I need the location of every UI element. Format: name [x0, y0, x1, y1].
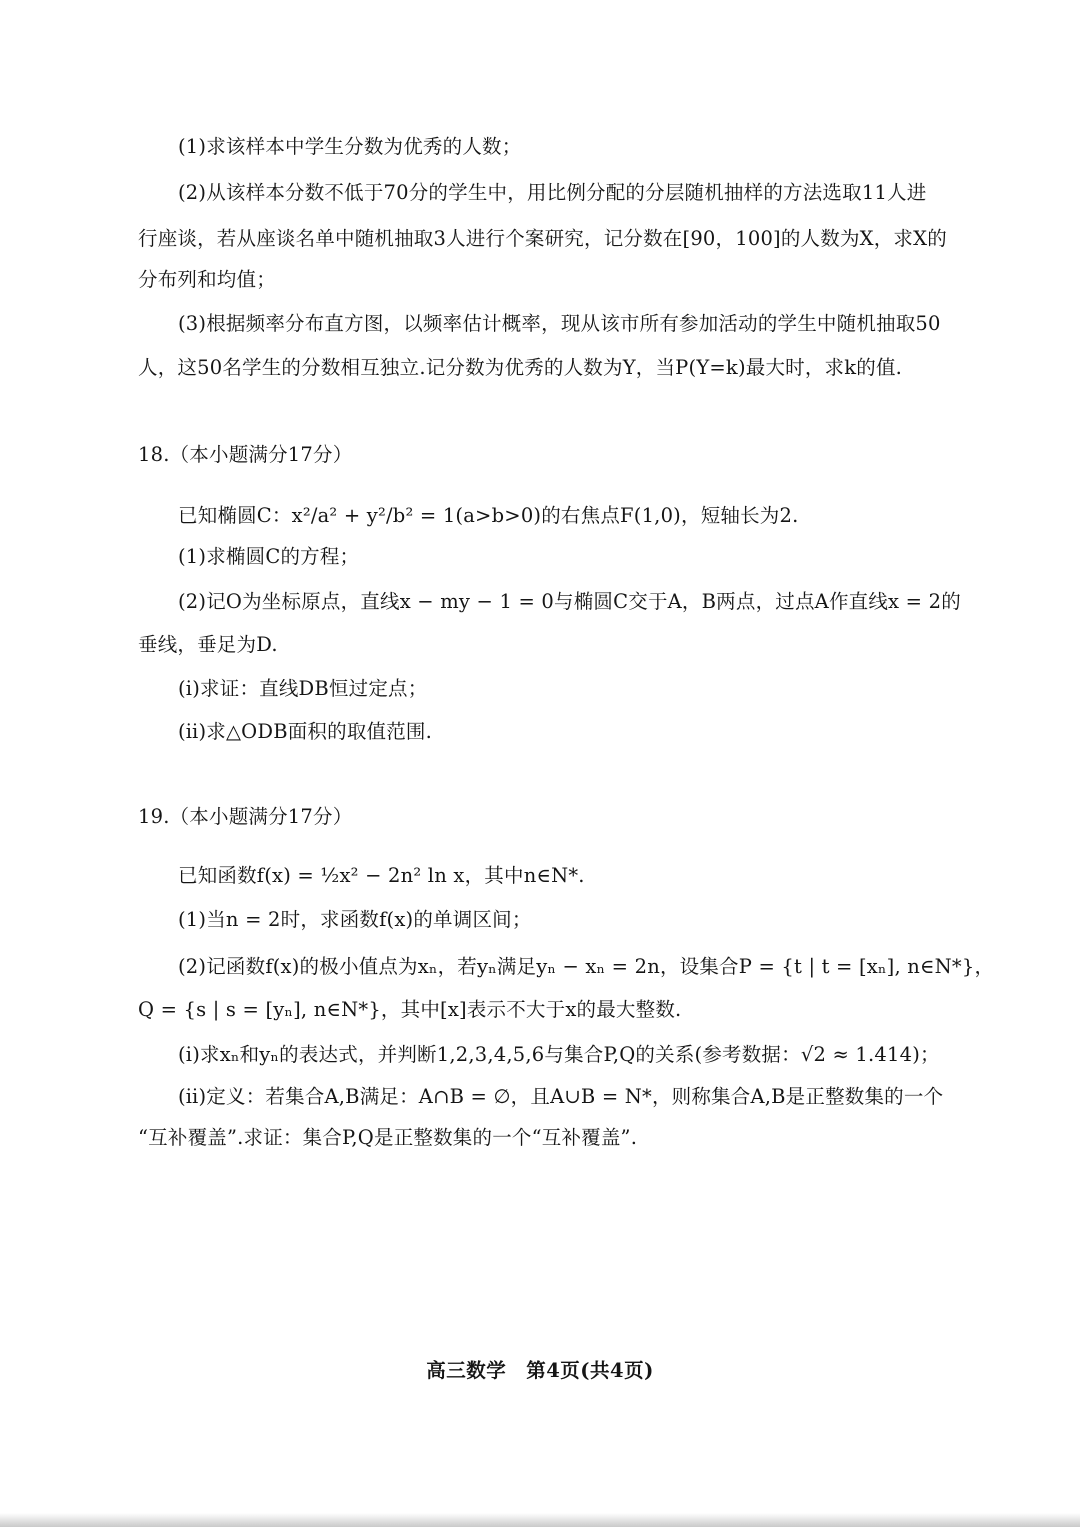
q19-part2-ii-line1: (ⅱ)定义：若集合A,B满足：A∩B = ∅，且A∪B = N*，则称集合A,B是正整数集的一个	[178, 1085, 944, 1108]
q18-part2-line2: 垂线，垂足为D.	[138, 633, 278, 656]
q19-part2-line2: Q = {s | s = [yₙ], n∈N*}，其中[x]表示不大于x的最大整数.	[138, 998, 682, 1021]
q18-part2-line1: (2)记O为坐标原点，直线x − my − 1 = 0与椭圆C交于A，B两点，过点A作直线x = 2的	[178, 590, 961, 613]
q17-part3-line2: 人，这50名学生的分数相互独立.记分数为优秀的人数为Y，当P(Y=k)最大时，求k的值.	[138, 356, 903, 379]
q17-part2-line2: 行座谈，若从座谈名单中随机抽取3人进行个案研究，记分数在[90，100]的人数为X，求X的	[138, 227, 947, 250]
scan-edge-shadow	[0, 1513, 1080, 1527]
q18-part1: (1)求椭圆C的方程；	[178, 545, 360, 568]
q18-part2-i: (ⅰ)求证：直线DB恒过定点；	[178, 677, 428, 700]
q19-part2-line1: (2)记函数f(x)的极小值点为xₙ，若yₙ满足yₙ − xₙ = 2n，设集合P = {t | t = [xₙ], n∈N*}，	[178, 955, 995, 978]
q19-part2-i: (ⅰ)求xₙ和yₙ的表达式，并判断1,2,3,4,5,6与集合P,Q的关系(参考数据：√2 ≈ 1.414)；	[178, 1043, 940, 1066]
q17-part2-line1: (2)从该样本分数不低于70分的学生中，用比例分配的分层随机抽样的方法选取11人进	[178, 181, 927, 204]
q17-part3-line1: (3)根据频率分布直方图，以频率估计概率，现从该市所有参加活动的学生中随机抽取50	[178, 312, 941, 335]
q17-part1: (1)求该样本中学生分数为优秀的人数；	[178, 135, 522, 158]
q19-header: 19.（本小题满分17分）	[138, 805, 353, 828]
page-footer: 高三数学 第4页(共4页)	[426, 1359, 654, 1382]
q18-stem: 已知椭圆C：x²/a² + y²/b² = 1(a>b>0)的右焦点F(1,0)，短轴长为2.	[178, 504, 799, 527]
q17-part2-line3: 分布列和均值；	[138, 268, 276, 291]
q19-part2-ii-line2: “互补覆盖”.求证：集合P,Q是正整数集的一个“互补覆盖”.	[138, 1126, 638, 1149]
q19-stem: 已知函数f(x) = ½x² − 2n² ln x，其中n∈N*.	[178, 864, 585, 887]
q19-part1: (1)当n = 2时，求函数f(x)的单调区间；	[178, 908, 532, 931]
q18-header: 18.（本小题满分17分）	[138, 443, 353, 466]
q18-part2-ii: (ⅱ)求△ODB面积的取值范围.	[178, 720, 433, 743]
